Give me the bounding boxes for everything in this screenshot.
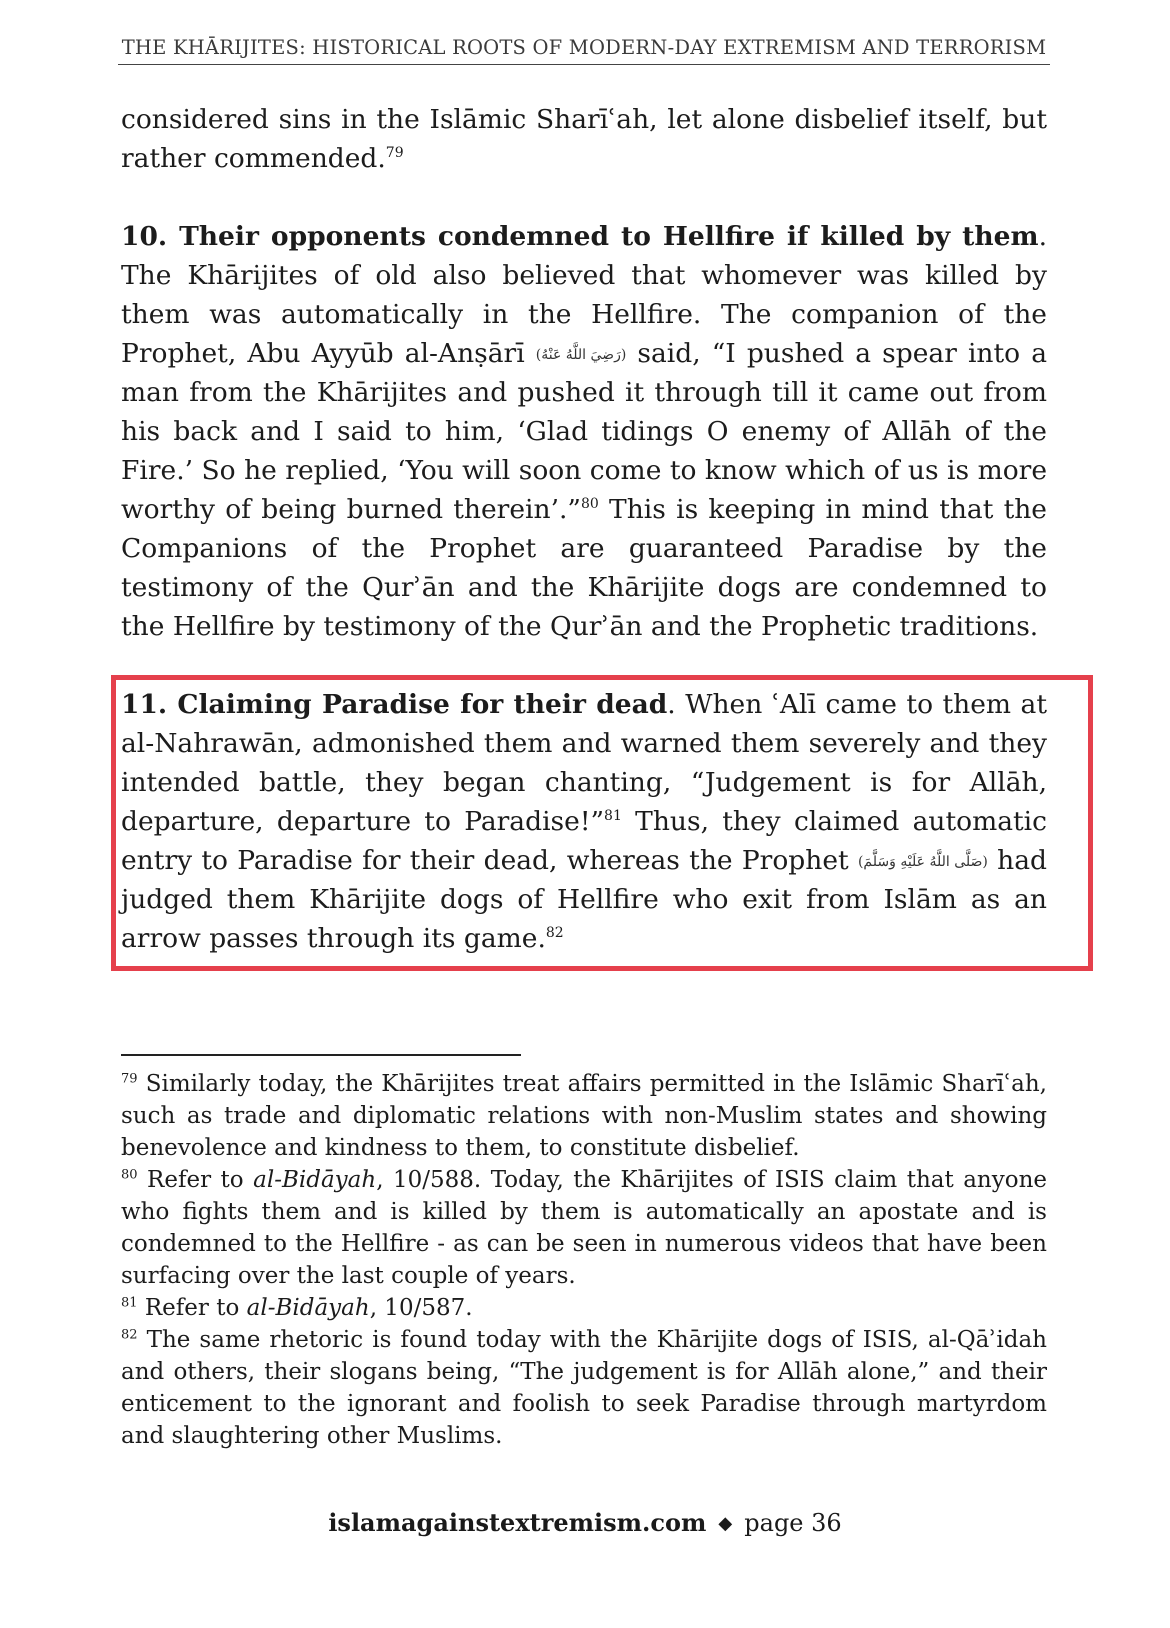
page-footer <box>0 1508 1170 1537</box>
footnote-pre: Refer to <box>137 1295 247 1321</box>
paragraph-11-text-c: had judged them Khārijite dogs of Hellfire who exit from Islām as an arrow passes through its game. <box>121 845 1047 954</box>
footnote-book-title: al-Bidāyah <box>253 1167 377 1193</box>
footnote-81 <box>121 1292 1047 1324</box>
salallahu-alayhi-wasallam-honorific: (صَلَّى اللَّهُ عَلَيْهِ وَسَلَّمَ) <box>857 854 988 870</box>
footnote-book-title: al-Bidāyah <box>246 1295 370 1321</box>
footnote-number: 81 <box>121 1295 138 1311</box>
footnote-separator <box>121 1054 521 1056</box>
footnote-80 <box>121 1164 1047 1292</box>
header-rule <box>118 64 1050 65</box>
paragraph-10 <box>121 217 1047 646</box>
footnote-number: 80 <box>121 1167 138 1183</box>
paragraph-11-heading-punct: . <box>667 689 676 720</box>
paragraph-10-heading: 10. Their opponents condemned to Hellfire if killed by them <box>121 221 1039 252</box>
footnotes <box>121 1068 1047 1452</box>
radiyallahu-anhu-honorific: (رَضِيَ اللَّهُ عَنْهُ) <box>535 347 627 363</box>
footnote-ref-82[interactable]: 82 <box>545 925 564 942</box>
paragraph-10-heading-punct: . <box>1038 221 1047 252</box>
footnote-text: Similarly today, the Khārijites treat affairs permitted in the Islāmic Sharīʿah, such as trade and diplomatic relations with non-Muslim states and showing benevolence and kindness to them, to constitute disbelief. <box>121 1071 1047 1161</box>
paragraph-10-text-b: said, “I pushed a spear into a man from the Khārijites and pushed it through till it came out from his back and I said to him, ‘Glad tidings O enemy of Allāh of the Fire.’ So he replied, ‘You will soon come to know which of us is more worthy of being burned therein’.” <box>121 338 1047 525</box>
footer-site-link[interactable]: islamagainstextremism.com <box>328 1508 707 1537</box>
paragraph-continuation-text: considered sins in the Islāmic Sharīʿah, let alone disbelief itself, but rather commended. <box>121 104 1047 174</box>
paragraph-11-heading: 11. Claiming Paradise for their dead <box>121 689 668 720</box>
footnote-pre: Refer to <box>137 1167 254 1193</box>
footnote-ref-80[interactable]: 80 <box>580 496 599 513</box>
paragraph-continuation <box>121 100 1047 178</box>
footnote-number: 79 <box>121 1071 138 1087</box>
paragraph-10-text-a: The Khārijites of old also believed that whomever was killed by them was automatically in the Hellfire. The companion of the Prophet, Abu Ayyūb al-Anṣārī <box>121 260 1047 369</box>
paragraph-10-text-c: This is keeping in mind that the Companions of the Prophet are guaranteed Paradise by the testimony of the Qurʾān and the Khārijite dogs are condemned to the Hellfire by testimony of the Qurʾān and the Prophetic traditions. <box>121 494 1047 642</box>
paragraph-11-text-a: When ʿAlī came to them at al-Nahrawān, admonished them and warned them severely and they intended battle, they began chanting, “Judgement is for Allāh, departure, departure to Paradise!” <box>121 689 1047 837</box>
footnote-82 <box>121 1324 1047 1452</box>
paragraph-11 <box>121 685 1047 958</box>
paragraph-11-text-b: Thus, they claimed automatic entry to Paradise for their dead, whereas the Prophet <box>121 806 1047 876</box>
footnote-number: 82 <box>121 1327 138 1343</box>
running-header: THE KHĀRIJITES: HISTORICAL ROOTS OF MODERN-DAY EXTREMISM AND TERRORISM <box>121 36 1047 59</box>
footnote-text: The same rhetoric is found today with the Khārijite dogs of ISIS, al-Qāʾidah and others, their slogans being, “The judgement is for Allāh alone,” and their enticement to the ignorant and foolish to seek Paradise through martyrdom and slaughtering other Muslims. <box>121 1327 1047 1449</box>
footnote-79 <box>121 1068 1047 1164</box>
page-number: page 36 <box>744 1509 842 1537</box>
footnote-text: , 10/588. Today, the Khārijites of ISIS claim that anyone who fights them and is killed by them is automatically an apostate and is condemned to the Hellfire - as can be seen in numerous videos that have been surfacing over the last couple of years. <box>121 1167 1047 1289</box>
footnote-text: , 10/587. <box>369 1295 473 1321</box>
footnote-ref-79[interactable]: 79 <box>385 145 404 162</box>
footnote-ref-81[interactable]: 81 <box>604 808 622 825</box>
diamond-separator-icon: ◆ <box>718 1513 733 1534</box>
